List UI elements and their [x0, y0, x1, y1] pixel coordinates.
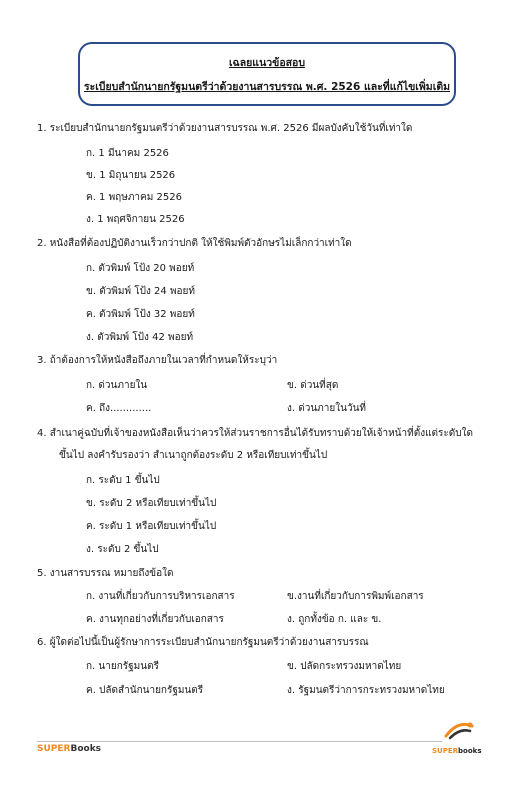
superbooks-logo-icon [440, 718, 476, 742]
q4-option-a: ก. ระดับ 1 ขึ้นไป [86, 475, 160, 486]
q6-option-c: ค. ปลัดสำนักนายกรัฐมนตรี [86, 685, 204, 696]
footer-divider [37, 741, 442, 742]
question-5: 5. งานสารบรรณ หมายถึงข้อใด [37, 568, 174, 579]
q4-option-d: ง. ระดับ 2 ขึ้นไป [86, 544, 159, 555]
q2-option-d: ง. ตัวพิมพ์ โป้ง 42 พอยท์ [86, 332, 194, 343]
q5-option-b: ข.งานที่เกี่ยวกับการพิมพ์เอกสาร [287, 591, 424, 602]
q2-option-b: ข. ตัวพิมพ์ โป้ง 24 พอยท์ [86, 286, 195, 297]
title-box [78, 42, 456, 106]
q6-option-a: ก. นายกรัฐมนตรี [86, 661, 159, 672]
q1-option-d: ง. 1 พฤศจิกายน 2526 [86, 214, 185, 225]
q3-option-a: ก. ด่วนภายใน [86, 380, 148, 391]
logo-wordmark-super: SUPER [432, 747, 459, 755]
q4-option-b: ข. ระดับ 2 หรือเทียบเท่าขึ้นไป [86, 498, 217, 509]
q6-option-b: ข. ปลัดกระทรวงมหาดไทย [287, 661, 402, 672]
page-subtitle: ระเบียบสำนักนายกรัฐมนตรีว่าด้วยงานสารบรรณ พ.ศ. 2526 และที่แก้ไขเพิ่มเติม [83, 81, 451, 93]
q1-option-c: ค. 1 พฤษภาคม 2526 [86, 192, 182, 203]
question-3: 3. ถ้าต้องการให้หนังสือถึงภายในเวลาที่กำหนดให้ระบุว่า [37, 355, 278, 366]
q3-option-d: ง. ด่วนภายในวันที่ [287, 403, 367, 414]
q3-option-c: ค. ถึง............. [86, 403, 152, 414]
q5-option-d: ง. ถูกทั้งข้อ ก. และ ข. [287, 614, 382, 625]
logo-wordmark-books: books [458, 747, 482, 755]
footer-brand-books: Books [70, 744, 102, 754]
question-6: 6. ผู้ใดต่อไปนี้เป็นผู้รักษาการระเบียบสำนักนายกรัฐมนตรีว่าด้วยงานสารบรรณ [37, 637, 369, 648]
q2-option-c: ค. ตัวพิมพ์ โป้ง 32 พอยท์ [86, 309, 195, 320]
q1-option-a: ก. 1 มีนาคม 2526 [86, 148, 169, 159]
page-title: เฉลยแนวข้อสอบ [228, 57, 306, 69]
question-4-continued: ขึ้นไป ลงคำรับรองว่า สำเนาถูกต้องระดับ 2 หรือเทียบเท่าขึ้นไป [59, 450, 328, 461]
q5-option-c: ค. งานทุกอย่างที่เกี่ยวกับเอกสาร [86, 614, 224, 625]
q4-option-c: ค. ระดับ 1 หรือเทียบเท่าขึ้นไป [86, 521, 217, 532]
q5-option-a: ก. งานที่เกี่ยวกับการบริหารเอกสาร [86, 591, 235, 602]
q1-option-b: ข. 1 มิถุนายน 2526 [86, 170, 176, 181]
footer-brand [37, 744, 101, 754]
question-2: 2. หนังสือที่ต้องปฏิบัติงานเร็วกว่าปกติ ให้ใช้พิมพ์ตัวอักษรไม่เล็กกว่าเท่าใด [37, 238, 352, 249]
logo-wordmark [432, 747, 481, 755]
q2-option-a: ก. ตัวพิมพ์ โป้ง 20 พอยท์ [86, 263, 195, 274]
question-1: 1. ระเบียบสำนักนายกรัฐมนตรีว่าด้วยงานสารบรรณ พ.ศ. 2526 มีผลบังคับใช้วันที่เท่าใด [37, 123, 413, 134]
footer-brand-super: SUPER [37, 744, 71, 754]
q3-option-b: ข. ด่วนที่สุด [287, 380, 339, 391]
question-4: 4. สำเนาคู่ฉบับที่เจ้าของหนังสือเห็นว่าควรให้ส่วนราชการอื่นได้รับทราบด้วยให้เจ้าหน้าที่ตั้งแต่ระดับใด [37, 428, 473, 439]
q6-option-d: ง. รัฐมนตรีว่าการกระทรวงมหาดไทย [287, 685, 445, 696]
